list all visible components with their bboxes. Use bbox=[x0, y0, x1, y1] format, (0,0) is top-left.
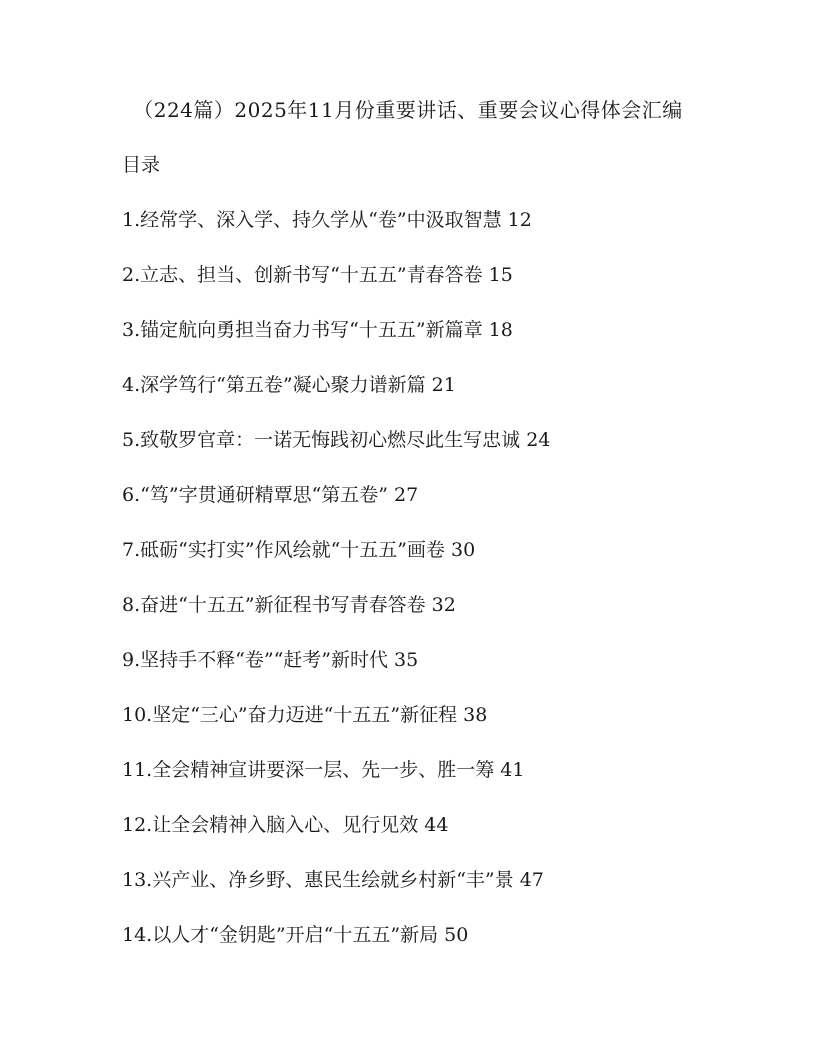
table-of-contents bbox=[122, 205, 742, 975]
toc-entry[interactable] bbox=[122, 315, 742, 370]
toc-entry[interactable] bbox=[122, 920, 742, 975]
toc-entry-title: 全会精神宣讲要深一层、先一步、胜一筹 bbox=[152, 759, 495, 781]
toc-entry-page-number: 18 bbox=[488, 319, 513, 341]
toc-entry-page-number: 12 bbox=[507, 209, 532, 231]
toc-entry-number: 11. bbox=[122, 759, 153, 781]
toc-entry[interactable] bbox=[122, 370, 742, 425]
toc-entry[interactable] bbox=[122, 205, 742, 260]
toc-entry-page-number: 30 bbox=[451, 539, 476, 561]
toc-entry-title: 经常学、深入学、持久学从“卷”中汲取智慧 bbox=[140, 209, 502, 231]
toc-entry[interactable] bbox=[122, 645, 742, 700]
toc-entry-number: 5. bbox=[122, 429, 141, 451]
toc-entry[interactable] bbox=[122, 535, 742, 590]
toc-entry-number: 6. bbox=[122, 484, 141, 506]
toc-entry-number: 13. bbox=[122, 869, 153, 891]
toc-entry-page-number: 41 bbox=[500, 759, 525, 781]
toc-entry[interactable] bbox=[122, 480, 742, 535]
toc-entry-title: 以人才“金钥匙”开启“十五五”新局 bbox=[152, 924, 439, 946]
toc-entry-number: 8. bbox=[122, 594, 141, 616]
toc-entry-page-number: 27 bbox=[394, 484, 419, 506]
toc-entry[interactable] bbox=[122, 865, 742, 920]
toc-entry-number: 3. bbox=[122, 319, 141, 341]
toc-entry-number: 10. bbox=[122, 704, 153, 726]
toc-entry-number: 9. bbox=[122, 649, 141, 671]
toc-entry-number: 2. bbox=[122, 264, 141, 286]
toc-entry-number: 12. bbox=[122, 814, 153, 836]
toc-entry-number: 4. bbox=[122, 374, 141, 396]
toc-entry[interactable] bbox=[122, 425, 742, 480]
toc-entry-title: 立志、担当、创新书写“十五五”青春答卷 bbox=[140, 264, 483, 286]
toc-entry-title: 坚持手不释“卷”“赶考”新时代 bbox=[140, 649, 388, 671]
toc-entry-page-number: 38 bbox=[463, 704, 488, 726]
toc-entry-number: 1. bbox=[122, 209, 141, 231]
toc-entry-title: 砥砺“实打实”作风绘就“十五五”画卷 bbox=[140, 539, 445, 561]
toc-entry-title: 兴产业、净乡野、惠民生绘就乡村新“丰”景 bbox=[152, 869, 514, 891]
toc-entry-title: “笃”字贯通研精覃思“第五卷” bbox=[140, 484, 388, 506]
toc-entry-page-number: 24 bbox=[526, 429, 551, 451]
toc-entry-title: 坚定“三心”奋力迈进“十五五”新征程 bbox=[152, 704, 458, 726]
toc-entry-page-number: 32 bbox=[431, 594, 456, 616]
toc-entry[interactable] bbox=[122, 755, 742, 810]
toc-entry-number: 14. bbox=[122, 924, 153, 946]
toc-entry[interactable] bbox=[122, 810, 742, 865]
document-title: （224篇）2025年11月份重要讲话、重要会议心得体会汇编 bbox=[133, 98, 683, 122]
toc-entry[interactable] bbox=[122, 260, 742, 315]
toc-entry-title: 让全会精神入脑入心、见行见效 bbox=[152, 814, 419, 836]
toc-entry-title: 奋进“十五五”新征程书写青春答卷 bbox=[140, 594, 426, 616]
toc-entry[interactable] bbox=[122, 590, 742, 645]
toc-entry-page-number: 50 bbox=[444, 924, 469, 946]
toc-entry-page-number: 47 bbox=[519, 869, 544, 891]
toc-entry[interactable] bbox=[122, 700, 742, 755]
toc-entry-title: 深学笃行“第五卷”凝心聚力谱新篇 bbox=[140, 374, 426, 396]
toc-entry-title: 致敬罗官章：一诺无悔践初心燃尽此生写忠诚 bbox=[140, 429, 521, 451]
toc-entry-page-number: 15 bbox=[488, 264, 513, 286]
toc-entry-page-number: 21 bbox=[431, 374, 456, 396]
toc-entry-number: 7. bbox=[122, 539, 141, 561]
toc-entry-title: 锚定航向勇担当奋力书写“十五五”新篇章 bbox=[140, 319, 483, 341]
toc-heading: 目录 bbox=[122, 154, 161, 176]
toc-entry-page-number: 44 bbox=[424, 814, 449, 836]
toc-entry-page-number: 35 bbox=[394, 649, 419, 671]
